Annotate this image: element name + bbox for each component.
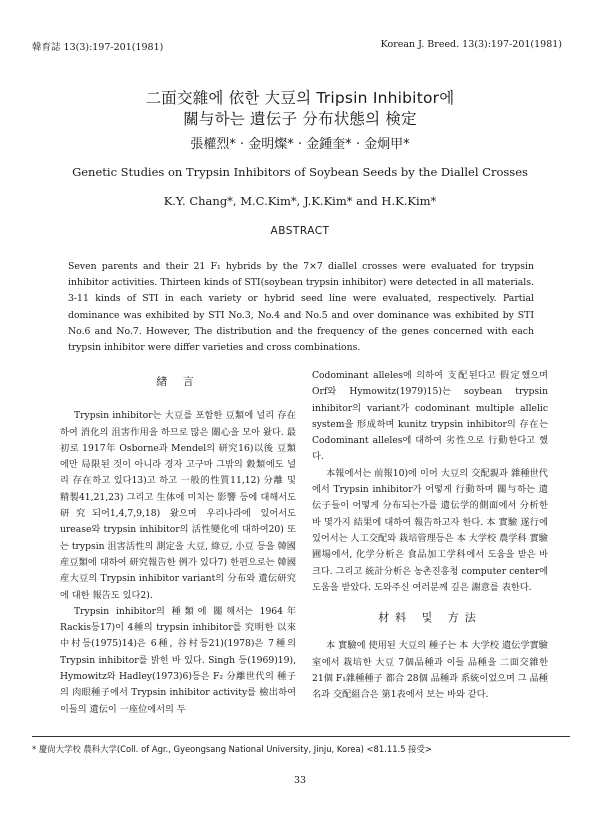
- right-column: [312, 368, 548, 704]
- footnote-divider: [32, 736, 570, 737]
- introduction-heading: 緖 言: [156, 375, 200, 388]
- intro-paragraph-2: Trypsin inhibitor의 種類에 關해서는 1964年 Rackis등17)이 4種의 trypsin inhibitor를 究明한 以來 中村등(1975)14)은 6種, 谷村등21)(1978)은 7種의 Trypsin inhibitor를 밝힌 바 있다. Singh 등(1969)19), Hymowitz와 Hadley(1973)6)등은 F₂ 分離世代의 種子의 肉眼種子에서 Trypsin inhibitor activity를 檢出하여 이들의 遺伝이 一座位에서의 두: [60, 605, 296, 715]
- english-authors: K.Y. Chang*, M.C.Kim*, J.K.Kim* and H.K.Kim*: [163, 194, 437, 208]
- page-number: 33: [293, 775, 307, 786]
- affiliation-footnote: * 慶尙大学校 農科大学(Coll. of Agr., Gyeongsang National University, Jinju, Korea) <81.11.5 接受>: [32, 744, 432, 754]
- journal-header-english: Korean J. Breed. 13(3):197-201(1981): [380, 39, 562, 50]
- journal-header-korean: 韓育誌 13(3):197-201(1981): [32, 42, 164, 53]
- intro-paragraph-3: Codominant alleles에 의하여 支配된다고 假定했으며 Orf와 Hymowitz(1979)15)는 soybean trypsin inhibitor의 variant가 codominant multiple allelic system을 形成하며 kunitz trypsin inhibitor의 存在는 Codominant alleles에 대하여 劣性으로 行動한다고 했다.: [312, 370, 548, 463]
- abstract-body: Seven parents and their 21 F₁ hybrids by the 7×7 diallel crosses were evaluated for trypsin inhibitor activities. Thirteen kinds of STI(soybean trypsin inhibitor) were detected in all materials. 3-11 kinds of STI in each variety or hybrid seed line were evaluated, respectively. Partial dominance was exhibited by STI No.3, No.4 and No.5 and over dominance was exhibited by STI No.6 and No.7. However, The distribution and the frequency of the genes concerned with each trypsin inhibitor were differ varieties and cross combinations.: [68, 261, 534, 354]
- korean-title-line-2: 關与하는 遺伝子 分布状態의 検定: [183, 110, 417, 128]
- korean-authors: 張權烈* · 金明燦* · 金鍾奎* · 金炯甲*: [190, 137, 410, 152]
- materials-methods-heading: 材料 및 方法: [378, 611, 482, 625]
- methods-paragraph-1: 本 實驗에 使用된 大豆의 種子는 本 大学校 遺伝学實驗室에서 栽培한 大豆 7個品種과 이들 品種을 二面交雜한 21個 F₁雜種種子 都合 28個 品種과 系統이었으며 그 品種名과 交配組合은 第1表에서 보는 바와 같다.: [312, 640, 548, 701]
- intro-paragraph-1: Trypsin inhibitor는 大豆를 포함한 豆類에 널리 存在하여 消化의 沮害作用을 하므로 많은 關心을 모아 왔다. 最初로 1917年 Osborne과 Mendel의 研究16)以後 豆類에만 局限된 것이 아니라 경자 고구마 그밖의 穀類에도 널리 存在하고 있다13)고 하고 一般的性質11,12) 分離 및 精製41,21,23) 그리고 生体에 미치는 影響 등에 대해서도 研究되어1,4,7,9,18) 왔으며 우리나라에 있어서도 urease와 trypsin inhibitor의 活性變化에 대하여20) 또는 trypsin 沮害活性의 測定을 大豆, 綠豆, 小豆 등을 韓國産豆類에 대하여 研究報告한 例가 있다7) 한편으로는 韓國産大豆의 Trypsin inhibitor variant의 分布와 遺伝研究에 대한 報告도 있다2).: [60, 410, 296, 601]
- abstract-heading: ABSTRACT: [270, 225, 330, 237]
- korean-title-line-1: 二面交雜에 依한 大豆의 Tripsin Inhibitor에: [145, 89, 455, 107]
- left-column: [60, 375, 296, 718]
- intro-paragraph-4: 本報에서는 前報10)에 이어 大豆의 交配親과 雜種世代에서 Trypsin inhibitor가 어떻게 行動하며 關与하는 遺伝子들이 어떻게 分布되는가를 遺伝学的側面에서 分析한 바 몇가지 結果에 대하여 報告하고자 한다. 本 實驗 遂行에 있어서는 人工交配와 栽培管理등은 本 大学校 農学科 實驗圃場에서, 化学分析은 食品加工学科에서 도움을 받은 바 크다. 그리고 統計分析은 농촌진흥청 computer center에 도움을 받았다. 도와주신 여러분께 깊은 謝意를 表한다.: [312, 467, 548, 593]
- english-title: Genetic Studies on Trypsin Inhibitors of Soybean Seeds by the Diallel Crosses: [72, 165, 528, 179]
